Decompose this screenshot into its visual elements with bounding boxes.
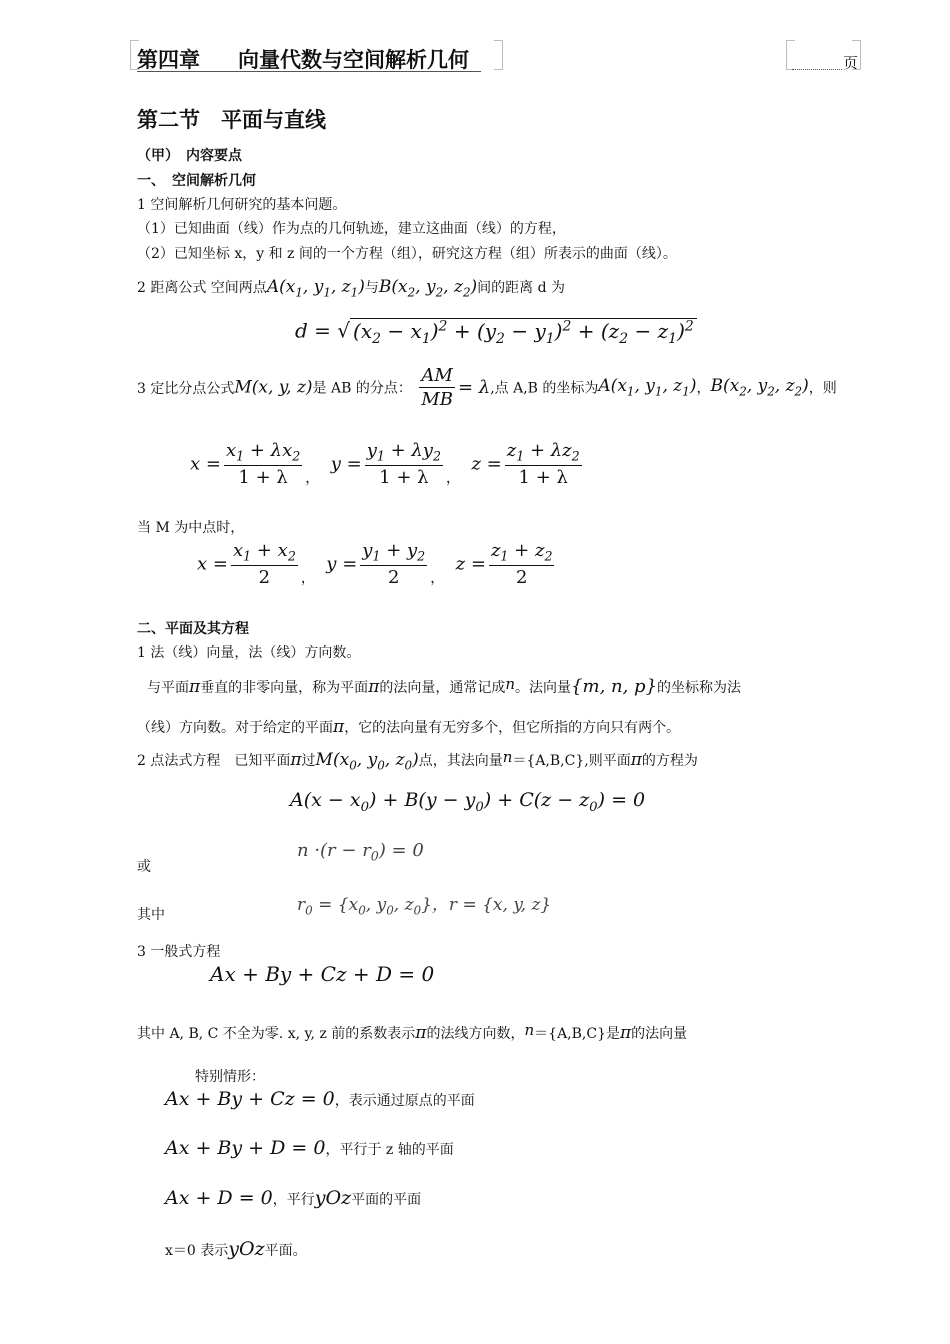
- case3-text-b: 平面的平面: [351, 1192, 422, 1208]
- nv-text-d: 。法向量: [515, 680, 572, 696]
- general-form-label: 3 一般式方程: [137, 944, 221, 960]
- ratio-point-A: $A(x_1$, $y_1$, $z_1$): [598, 376, 697, 399]
- page-bracket-right: [852, 40, 861, 70]
- special-case-3: [165, 1187, 421, 1209]
- pn-text-a: 2 点法式方程 已知平面: [137, 753, 291, 769]
- ratio-mid2: ,点 A,B 的坐标为: [490, 380, 599, 397]
- case2-equation: Ax + By + D = 0: [165, 1137, 326, 1159]
- special-cases-label: 特别情形：: [195, 1069, 265, 1085]
- page-number-blank: [792, 69, 842, 70]
- sec1-item1: 1 空间解析几何研究的基本问题。: [137, 197, 347, 213]
- pn-text-d: ＝{A,B,C},则平面: [512, 753, 631, 769]
- pi-symbol: π: [415, 1023, 427, 1043]
- case3-equation: Ax + D = 0: [165, 1187, 273, 1209]
- sec1-item1-1: （1）已知曲面（线）作为点的几何轨迹，建立这曲面（线）的方程，: [137, 221, 566, 237]
- mnp-formula: {m, n, p}: [571, 676, 658, 697]
- n-symbol: n: [502, 748, 513, 766]
- ratio-lambda: = λ: [457, 377, 491, 398]
- pn-text-c: 点，其法向量: [418, 753, 503, 769]
- nv-text-c: 的法向量，通常记成: [379, 680, 506, 696]
- pi-symbol: π: [368, 677, 380, 697]
- case4-text-a: x＝0 表示: [165, 1243, 229, 1259]
- nv-line2-a: （线）方向数。对于给定的平面: [137, 720, 333, 736]
- page-bracket-left: [786, 40, 795, 70]
- point-B-formula: $B(x_2$, $y_2$, $z_2$): [378, 277, 478, 300]
- chapter-title: 向量代数与空间解析几何: [238, 47, 469, 72]
- note-text-d: 的法向量: [631, 1026, 688, 1042]
- point-normal-equation: $A(x - x_0) + B(y - y_0) + C(z - z_0) = 0$: [290, 789, 646, 815]
- where-label: 其中: [137, 907, 165, 923]
- ratio-line: 3 定比分点公式M(x, y, z)是 AB 的分点： $\frac{AM}{MB}$ = λ,点 A,B 的坐标为$A(x_1$, $y_1$, $z_1$)，$B(x_2$, $y_2$, $z_2$)，则: [137, 365, 837, 410]
- nv-line2-b: ，它的法向量有无穷多个，但它所指的方向只有两个。: [344, 720, 681, 736]
- coefficient-note: [137, 1018, 687, 1046]
- ratio-formulas: x = $\frac{x_1 + \lambda x_2}{1 + \lambda}$ ， y = $\frac{y_1 + \lambda y_2}{1 + \lambda}$ ， z = $\frac{z_1 + \lambda z_2}{1 + \lambda}$: [190, 440, 580, 488]
- yOz-plane: yOz: [314, 1187, 352, 1209]
- ratio-end: ，则: [808, 380, 837, 397]
- point-normal-line: [137, 745, 698, 777]
- special-case-1: [165, 1088, 475, 1110]
- sec2-item1: 1 法（线）向量，法（线）方向数。: [137, 645, 361, 661]
- point-M-formula: M(x, y, z): [234, 377, 313, 398]
- midpoint-formulas: x = $\frac{x_1 + x_2}{2}$ ， y = $\frac{y_1 + y_2}{2}$ ， z = $\frac{z_1 + z_2}{2}$: [197, 540, 553, 588]
- page-label: 页: [843, 54, 859, 72]
- case4-text-b: 平面。: [264, 1243, 307, 1259]
- special-case-4: [165, 1238, 307, 1260]
- case2-text: ，平行于 z 轴的平面: [325, 1142, 454, 1158]
- note-text-a: 其中 A, B, C 不全为零. x, y, z 前的系数表示: [137, 1026, 416, 1042]
- distance-formula: d = √ $(x_2 - x_1)^2 + (y_2 - y_1)^2 + (z_2 - z_1)^2$: [295, 318, 697, 347]
- distance-line: [137, 276, 565, 303]
- header-underline: [137, 71, 481, 72]
- pi-symbol: π: [333, 717, 345, 737]
- part-heading: （甲） 内容要点: [137, 148, 242, 164]
- distance-prefix: 2 距离公式 空间两点: [137, 280, 267, 296]
- sec1-item1-2: （2）已知坐标 x，y 和 z 间的一个方程（组），研究这方程（组）所表示的曲面（线）。: [137, 246, 677, 262]
- distance-suffix: 间的距离 d 为: [477, 280, 566, 296]
- n-symbol: n: [524, 1021, 535, 1039]
- note-text-c: ＝{A,B,C}是: [534, 1026, 620, 1042]
- chapter-number: 第四章: [137, 47, 200, 72]
- normal-vector-line2: [137, 717, 680, 737]
- section-title: 第二节 平面与直线: [137, 107, 326, 132]
- sec1-heading: 一、 空间解析几何: [137, 173, 256, 189]
- case3-text-a: ，平行: [272, 1192, 315, 1208]
- special-case-2: [165, 1137, 454, 1159]
- nv-text-e: 的坐标称为法: [657, 680, 742, 696]
- ratio-fraction: $\frac{AM}{MB}$: [421, 365, 453, 410]
- pn-text-e: 的方程为: [641, 753, 698, 769]
- or-label: 或: [137, 859, 151, 875]
- ratio-prefix: 3 定比分点公式: [137, 380, 235, 397]
- pi-symbol: π: [189, 677, 201, 697]
- midpoint-label: 当 M 为中点时，: [137, 520, 245, 536]
- nv-text-b: 垂直的非零向量，称为平面: [200, 680, 369, 696]
- point-M0-formula: $M(x_0$, $y_0$, $z_0$): [315, 750, 419, 773]
- ratio-point-B: $B(x_2$, $y_2$, $z_2$): [710, 376, 809, 399]
- note-text-b: 的法线方向数，: [426, 1026, 525, 1042]
- pi-symbol: π: [619, 1023, 632, 1043]
- nv-text-a: 与平面: [147, 680, 189, 696]
- point-A-formula: $A(x_1$, $y_1$, $z_1$): [266, 277, 365, 300]
- pi-symbol: π: [290, 750, 302, 770]
- n-symbol: n: [505, 675, 516, 693]
- yOz-plane: yOz: [228, 1238, 265, 1260]
- vector-equation: $n \cdot(r - r_0) = 0$: [297, 840, 424, 864]
- pi-symbol: π: [630, 750, 642, 770]
- pn-text-b: 过: [301, 753, 316, 769]
- case1-text: ，表示通过原点的平面: [334, 1093, 475, 1109]
- normal-vector-line: [147, 672, 741, 700]
- sec2-heading: 二、平面及其方程: [137, 621, 249, 637]
- distance-and: 与: [364, 280, 379, 296]
- vector-definitions: $r_0 = \{x_0$, $y_0$, $z_0$}，r = {x, y, z}: [297, 895, 552, 918]
- general-equation: Ax + By + Cz + D = 0: [210, 962, 435, 986]
- ratio-mid: 是 AB 的分点：: [312, 380, 412, 397]
- case1-equation: Ax + By + Cz = 0: [165, 1088, 335, 1110]
- header-bracket-right: [494, 40, 503, 70]
